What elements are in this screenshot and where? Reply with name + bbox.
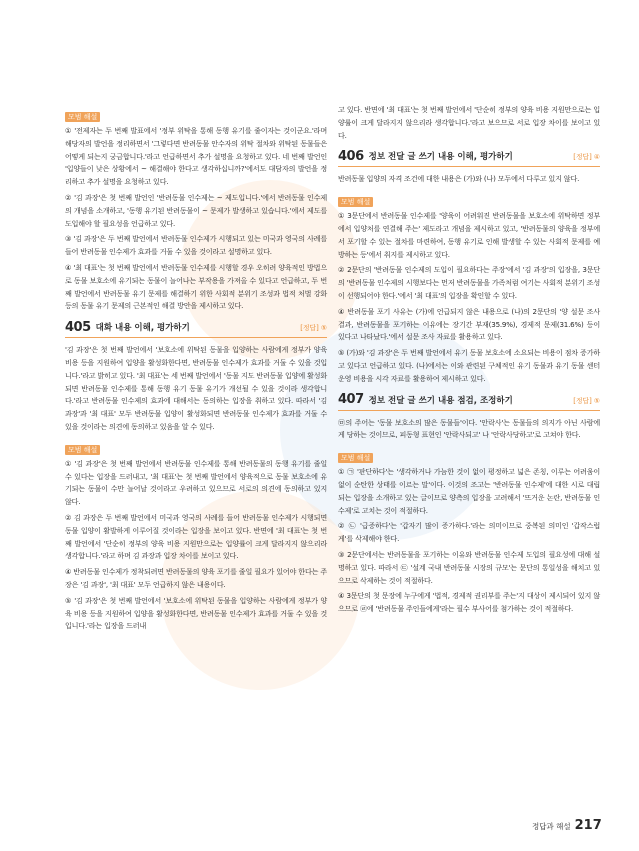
explanation-paragraph: ② '김 과장'은 첫 번째 발언인 '반려동물 인수제는 ~ 제도입니다.'에서 반려동물 인수제의 개념을 소개하고, '동행 유기된 반려동물이 ~ 문제가 발생하고 있습니다.'에서 제도를 도입해야 할 필요성을 언급하고 있다. — [65, 192, 327, 228]
explanation-paragraph: ④ 반려동물 포기 사유는 (가)에 언급되지 않은 내용으로 (나)의 2문단의 '양 설문 조사 결과, 반려동물을 포기하는 이유에는 장기간 부재(35.9%), 경제적 문제(31.6%) 등이 있다고 나타났다.'에서 설문 조사 자료를 활용하고 있다. — [338, 306, 600, 342]
explanation-paragraph: ⑤ '김 과장'은 첫 번째 발언에서 '보호소에 위탁된 동물을 입양하는 사람에게 정부가 양육 비용 등을 지원하여 입양을 활성화한다면, 반려동물 인수제가 효과를 거둘 수 있을 것입니다.'라는 입장을 드러내 — [65, 595, 327, 631]
answer-label: [정답] ⑤ — [300, 324, 327, 333]
question-number: 407 — [338, 392, 364, 408]
answer-tag: 모범 해설 — [338, 453, 373, 463]
question-title: 대화 내용 이해, 평가하기 — [95, 323, 190, 334]
explanation-paragraph: ① '전제자는 두 번째 발표에서 '정부 위탁을 통해 동행 유기를 줄이자는 것이군요.'라며 해당자의 발언을 정리하면서 '그렇다면 반려동물 안수자의 위탁 절차와 위탁된 동물들은 어떻게 되는지 궁금합니다.'라고 언급하면서 추가 설명을 요청하고 있다. 네 번째 발언인 '입양들이 낮은 상황에서 ~ 해결해야 한다고 생각하십니까?'에서도 대담자의 발언을 정리하고 추가 설명을 요청하고 있다. — [65, 126, 327, 187]
page-footer — [532, 818, 602, 833]
right-column — [338, 104, 600, 619]
answer-label: [정답] ⑤ — [573, 396, 600, 405]
explanation-paragraph: ② 2문단의 '반려동물 인수제의 도입이 필요하다는 주장'에서 '김 과장'의 입장을, 3문단의 '반려동물 인수제의 시행보다는 먼저 반려동물을 가족처럼 여기는 사회적 분위기 조성이 선행되어야 한다.'에서 '최 대표'의 입장을 확인할 수 있다. — [338, 265, 600, 300]
explanation-paragraph: ③ 2문단에서는 반려동물을 포기하는 이유와 반려동물 인수제 도입의 필요성에 대해 설명하고 있다. 따라서 ㉢ '설계 국내 반려동물 시장의 규모'는 문단의 통일성을 해치고 있으므로 삭제하는 것이 적절하다. — [338, 549, 600, 585]
explanation-paragraph: ⑤ (가)와 '김 과장'은 두 번째 발언에서 유기 동물 보호소에 소요되는 비용이 점차 증가하고 있다고 언급하고 있다. (나)에서는 이와 관련된 구체적인 유기 동물과 유기 동물 센터 운영 비용을 시각 자료를 활용하여 제시하고 있다. — [338, 348, 600, 383]
question-number: 405 — [65, 319, 91, 335]
question-intro: '김 과장'은 첫 번째 발언에서 '보호소에 위탁된 동물을 입양하는 사람에게 정부가 양육 비용 등을 지원하여 입양을 활성화한다면, 반려동물 인수제가 효과를 거둘 수 있을 것입니다.'라고 밝히고 있다. '최 대표'는 세 번째 발언에서 '동물 지도 반려동물 입양에 활성화되면 반려동물 인수제를 통해 동행 유기 동물 유기가 개선될 수 있을 것이라 생각합니다.'라고 반려동물 인수제의 효과에 대해서는 동의하는 입장을 취하고 있다. 따라서 '김 과장'과 '최 대표' 모두 반려동물 입양이 활성화되면 반려동물 인수제가 효과를 거둘 수 있을 것이라는 의견에 동의하고 있음을 알 수 있다. — [65, 345, 327, 431]
question-title: 정보 전달 글 쓰기 내용 이해, 평가하기 — [368, 152, 513, 163]
explanation-paragraph: ④ 3문단의 첫 문장에 누구에게 '법적, 경제적 권리부를 주는'지 대상이 제시되어 있지 않으므로 ㉣에 '반려동물 주인들에게'라는 필수 부사어를 첨가하는 것이 적절하다. — [338, 591, 600, 614]
left-column — [65, 104, 327, 636]
explanation-paragraph: ④ '최 대표'는 첫 번째 발언에서 반려동물 인수제를 시행할 경우 오히려 양육적인 방법으로 동물 보호소에 유기되는 동물이 늘어나는 부작용을 가져올 수 있다고 언급하고, 두 번째 발언에서 반려동물 유기 문제를 해결하기 위한 사회적 분위기 조성과 법적 처벌 강화 등의 동물 유기 문제의 근본적인 해결 방안을 제시하고 있다. — [65, 262, 327, 311]
page-number: 217 — [574, 818, 602, 833]
question-title: 정보 전달 글 쓰기 내용 점검, 조정하기 — [368, 395, 513, 406]
explanation-paragraph: ③ '김 과장'은 두 번째 발언에서 반려동물 인수제가 시행되고 있는 미국과 영국의 사례를 들어 반려동물 인수제가 효과를 거둘 수 있을 것이라고 설명하고 있다. — [65, 234, 327, 257]
answer-tag: 모범 해설 — [65, 112, 100, 122]
question-number: 406 — [338, 148, 364, 164]
question-intro: 반려동물 입양의 자격 조건에 대한 내용은 (가)와 (나) 모두에서 다루고 있지 않다. — [338, 174, 580, 184]
answer-tag: 모범 해설 — [65, 445, 100, 455]
explanation-paragraph: ④ 반려동물 인수제가 정착되려면 반려동물의 양육 포기를 줄일 필요가 있어야 한다는 주장은 '김 과장', '최 대표' 모두 언급하지 않은 내용이다. — [65, 567, 327, 589]
explanation-paragraph: ① 3문단에서 반려동물 인수제를 '양육이 어려워진 반려동물을 보호소에 위탁하면 정부에서 입양처를 연결해 주는' 제도라고 개념을 제시하고 있고, '반려동물의 양육을 정부에서 포기할 수 있는 절차를 마련하여, 동행 유기로 인해 발생할 수 있는 사회적 문제를 예방하는 등'에서 취지를 제시하고 있다. — [338, 211, 600, 259]
explanation-paragraph: ① ㉠ '판단하다'는 '생각하거나 가늠한 것이 없이 평정하고 넓은 존칭, 이루는 어려움이 없이 순탄한 상태를 이르는 말'이다. 이것의 조고는 '반려동물 인수제'에 대한 시로 대립되는 입장을 소개하고 있는 글이므로 양측의 입장을 고려해서 '뜨거운 논란, 반려동물 인수제'로 고치는 것이 적절하다. — [338, 467, 600, 515]
continued-paragraph: 고 있다. 반면에 '최 대표'는 첫 번째 발언에서 '단순히 정부의 양육 비용 지원만으로는 입양률이 크게 달라지지 않으리라 생각합니다.'라고 보으므로 서로 입장 차이를 보이고 있다. — [338, 105, 600, 140]
question-406-header — [338, 148, 600, 167]
answer-label: [정답] ④ — [573, 153, 600, 162]
explanation-paragraph: ① '김 과장'은 첫 번째 발언에서 반려동물 인수제를 통해 반려동물의 동행 유기를 줄일 수 있다는 입장을 드러내고, '최 대표'는 첫 번째 발언에서 양육적으로 동물 보호소에 유기되는 동물이 수만 늘어날 것이라고 우려하고 있으므로 서로의 의견에 동의하고 있지 않다. — [65, 458, 327, 507]
explanation-paragraph: ② 김 과장은 두 번째 발언에서 미국과 영국의 사례를 들어 반려동물 인수제가 시행되면 동물 입양이 활발하게 이루어질 것이라는 입장을 보이고 있다. 반면에 '최 대표'는 첫 번째 발언에서 '단순히 정부의 양육 비용 지원만으로는 입양률이 크게 달라지지 않으리라 생각합니다.'라고 하며 김 과장과 입장 차이를 보이고 있다. — [65, 512, 327, 561]
footer-label: 정답과 해설 — [532, 822, 571, 831]
question-407-header — [338, 392, 600, 411]
answer-tag: 모범 해설 — [338, 197, 373, 207]
question-405-header — [65, 319, 327, 338]
explanation-paragraph: ② ㉡ '급증하다'는 '갑자기 많이 증가하다.'라는 의미이므로 중복된 의미인 '갑작스럽게'를 삭제해야 한다. — [338, 521, 600, 544]
question-intro: ㉤의 주어는 '동물 보호소의 많은 동물들'이다. '안락사'는 동물들의 의지가 아닌 사람에게 당하는 것이므로, 피동형 표현인 '안락사되고' 나 '안락사당하고'로 고쳐야 한다. — [338, 417, 600, 440]
